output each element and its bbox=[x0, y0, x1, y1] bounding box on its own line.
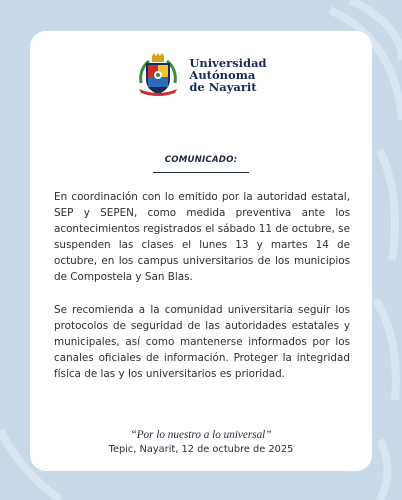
heading-underline bbox=[153, 172, 249, 173]
body-paragraph-2: Se recomienda a la comunidad universitaria seguir los protocolos de seguridad de las autoridades estatales y municipales, así como mantenerse informados por los canales oficiales de información. Proteger la integridad física de las y los universitarios es prioridad. bbox=[54, 303, 350, 380]
university-name-line1: Universidad bbox=[189, 56, 267, 70]
university-motto: “Por lo nuestro a lo universal” bbox=[130, 429, 272, 441]
university-name-line2: Autónoma bbox=[189, 68, 256, 82]
announcement-heading: COMUNICADO: bbox=[164, 155, 238, 165]
announcement-card bbox=[30, 31, 372, 471]
heading-block bbox=[30, 147, 372, 173]
place-and-date: Tepic, Nayarit, 12 de octubre de 2025 bbox=[108, 444, 294, 455]
university-name-line3: de Nayarit bbox=[189, 80, 257, 94]
university-name bbox=[189, 57, 266, 93]
body-paragraph-1: En coordinación con lo emitido por la autoridad estatal, SEP y SEPEN, como medida preventiva ante los acontecimientos registrados el sábado 11 de octubre, se suspenden las clases el lunes 13 y martes 14 de octubre, en los campus universitarios de los municipios de Compostela y San Blas. bbox=[54, 191, 350, 284]
university-logo bbox=[30, 53, 372, 97]
university-seal-icon bbox=[135, 53, 181, 97]
announcement-body bbox=[54, 189, 350, 398]
